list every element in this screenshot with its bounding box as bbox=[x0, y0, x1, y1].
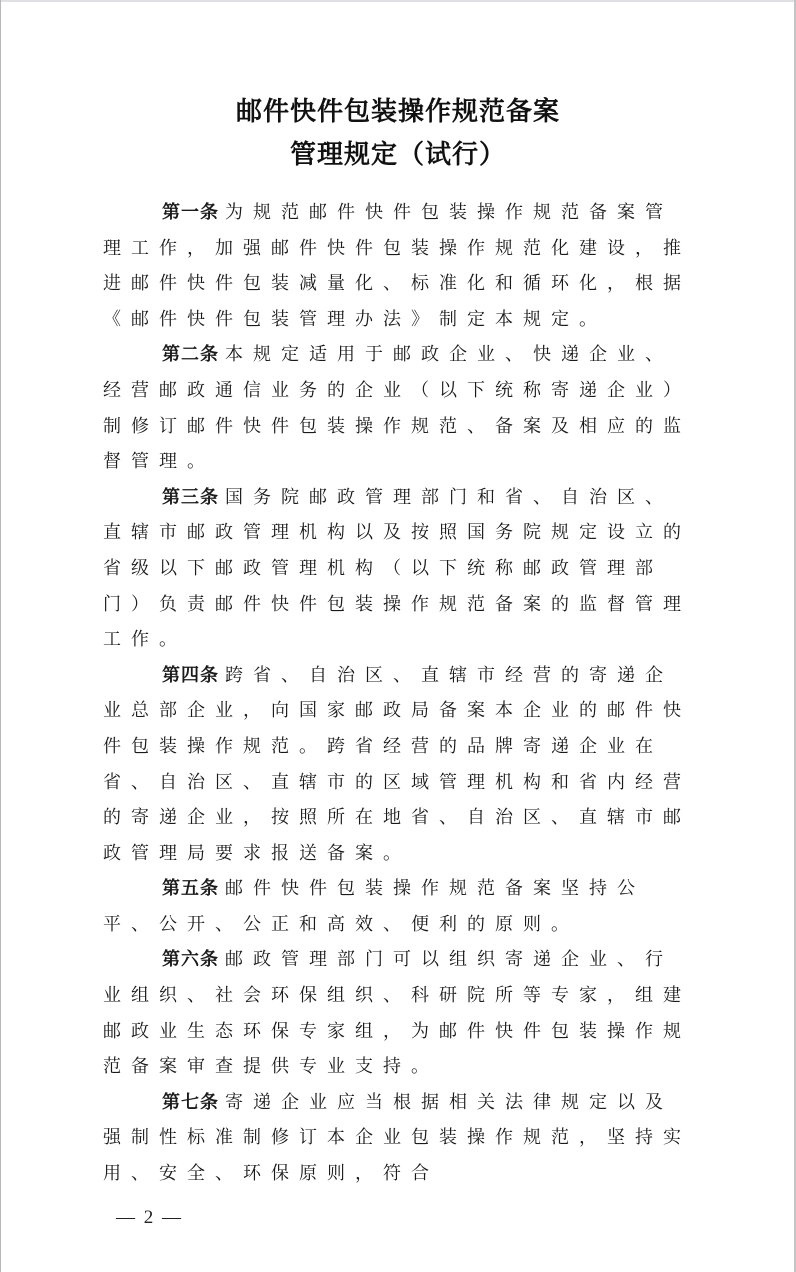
article-label: 第三条 bbox=[162, 486, 219, 508]
article-text: 邮政管理部门可以组织寄递企业、行业组织、社会环保组织、科研院所等专家，组建邮政业生态环保专家组，为邮件快件包装操作规范备案审查提供专业支持。 bbox=[103, 949, 691, 1078]
article-text: 邮件快件包装操作规范备案坚持公平、公开、公正和高效、便利的原则。 bbox=[103, 878, 645, 935]
article-text: 为规范邮件快件包装操作规范备案管理工作，加强邮件快件包装操作规范化建设，推进邮件快件包装减量化、标准化和循环化，根据《邮件快件包装管理办法》制定本规定。 bbox=[103, 202, 691, 330]
article-2 bbox=[103, 337, 695, 479]
article-5 bbox=[103, 871, 695, 942]
article-text: 寄递企业应当根据相关法律规定以及强制性标准制修订本企业包装操作规范，坚持实用、安全、环保原则，符合 bbox=[103, 1091, 691, 1185]
article-label: 第一条 bbox=[162, 202, 219, 223]
document-title-line-1: 邮件快件包装操作规范备案 bbox=[235, 97, 560, 127]
article-label: 第五条 bbox=[162, 878, 219, 900]
document-title-line-2: 管理规定（试行） bbox=[289, 140, 506, 170]
page-number: — 2 — bbox=[116, 1206, 183, 1228]
article-3 bbox=[103, 480, 695, 658]
article-text: 跨省、自治区、直辖市经营的寄递企业总部企业，向国家邮政局备案本企业的邮件快件包装操作规范。跨省经营的品牌寄递企业在省、自治区、直辖市的区域管理机构和省内经营的寄递企业，按照所在地省、自治区、直辖市邮政管理局要求报送备案。 bbox=[103, 664, 691, 864]
article-label: 第七条 bbox=[162, 1091, 219, 1113]
article-6 bbox=[103, 942, 695, 1084]
article-4 bbox=[103, 658, 695, 872]
article-1 bbox=[103, 195, 695, 337]
article-label: 第六条 bbox=[162, 949, 219, 971]
article-label: 第四条 bbox=[162, 664, 219, 686]
article-label: 第二条 bbox=[162, 344, 219, 366]
article-text: 本规定适用于邮政企业、快递企业、经营邮政通信业务的企业（以下统称寄递企业）制修订邮件快件包装操作规范、备案及相应的监督管理。 bbox=[103, 344, 691, 473]
article-7 bbox=[103, 1085, 695, 1192]
article-text: 国务院邮政管理部门和省、自治区、直辖市邮政管理机构以及按照国务院规定设立的省级以下邮政管理机构（以下统称邮政管理部门）负责邮件快件包装操作规范备案的监督管理工作。 bbox=[103, 486, 691, 651]
document-body bbox=[103, 195, 695, 1192]
